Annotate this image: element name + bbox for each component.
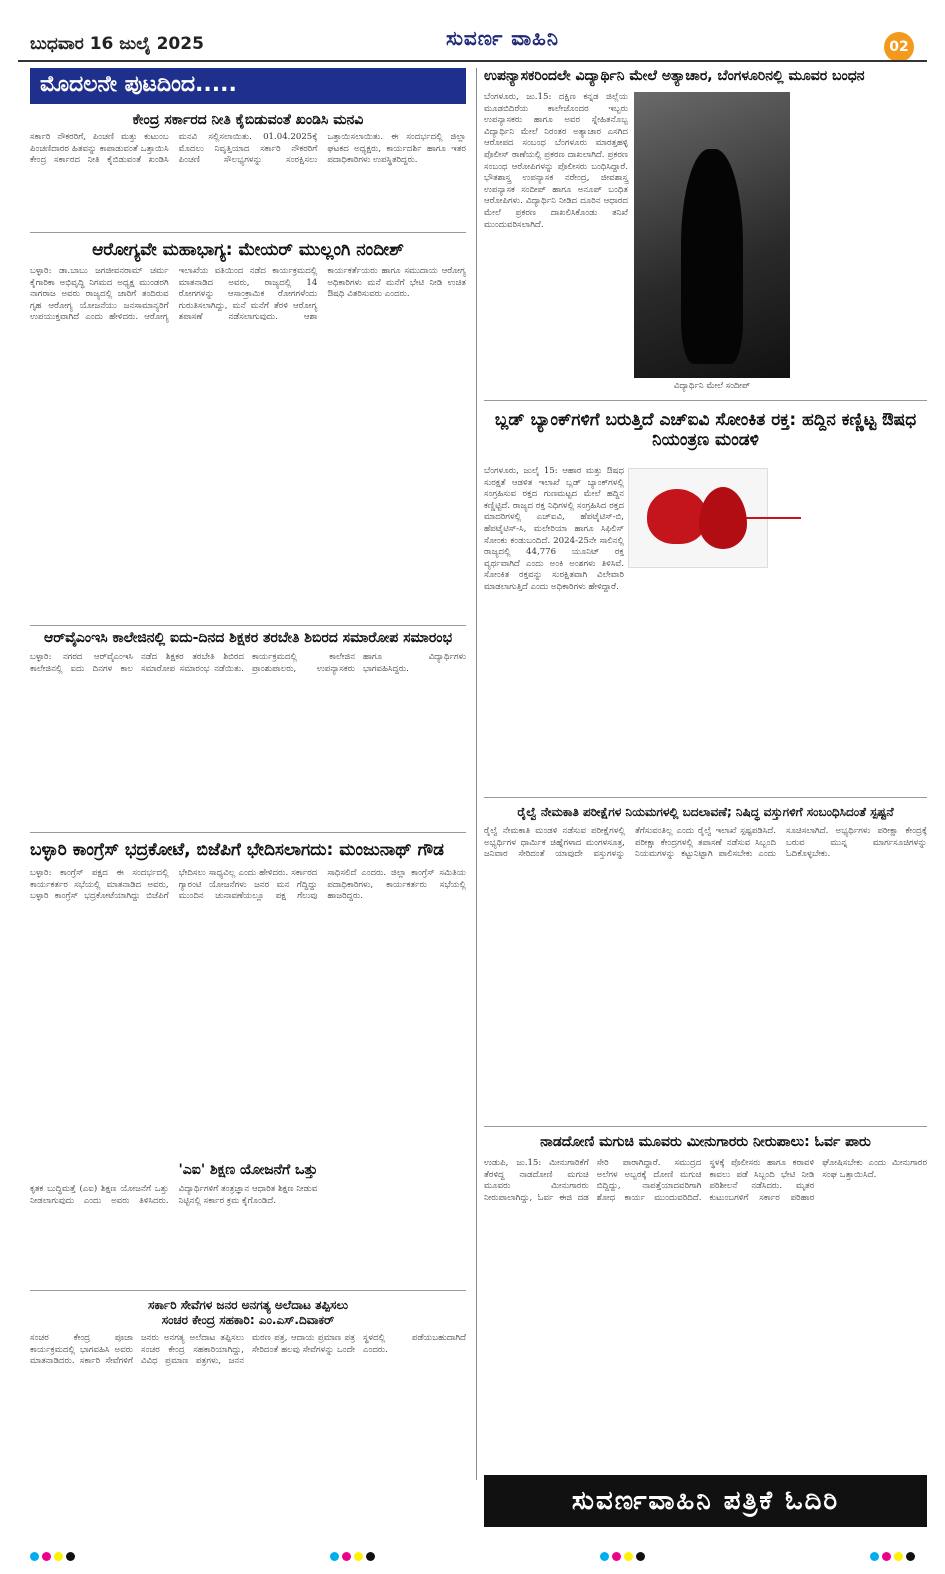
news-photo — [634, 92, 790, 378]
body-b1: ಬೆಂಗಳೂರು, ಜು.15: ದಕ್ಷಿಣ ಕನ್ನಡ ಜಿಲ್ಲೆಯ ಮೂಡಬಿದಿರೆಯ ಕಾಲೇಜೊಂದರ ಇಬ್ಬರು ಉಪನ್ಯಾಸಕರು ಹಾಗೂ ಅವರ ಸ್ನೇಹಿತನೊಬ್ಬ ವಿದ್ಯಾರ್ಥಿನಿ ಮೇಲೆ ನಿರಂತರ ಅತ್ಯಾಚಾರ ಎಸಗಿದ ಆರೋಪದ ಸಂಬಂಧ ಬೆಂಗಳೂರು ಮಾರತ್ತಹಳ್ಳಿ ಪೊಲೀಸ್ ಠಾಣೆಯಲ್ಲಿ ಪ್ರಕರಣ ದಾಖಲಾಗಿದೆ. ಪ್ರಕರಣ ಸಂಬಂಧ ಆರೋಪಿಗಳನ್ನು ಪೊಲೀಸರು ಬಂಧಿಸಿದ್ದಾರೆ. ಭೌತಶಾಸ್ತ್ರ ಉಪನ್ಯಾಸಕ ನರೇಂದ್ರ, ಜೀವಶಾಸ್ತ್ರ ಉಪನ್ಯಾಸಕ ಸಂದೀಪ್ ಹಾಗೂ ಅನೂಪ್ ಬಂಧಿತ ಆರೋಪಿಗಳು. ವಿದ್ಯಾರ್ಥಿನಿ ನೀಡಿದ ದೂರಿನ ಆಧಾರದ ಮೇಲೆ ಪ್ರಕರಣ ದಾಖಲಿಸಿಕೊಂಡು ತನಿಖೆ ಮುಂದುವರಿಸಲಾಗಿದೆ. — [484, 92, 628, 230]
headline-b4: ನಾಡದೋಣಿ ಮಗುಚಿ ಮೂವರು ಮೀನುಗಾರರು ನೀರುಪಾಲು: ಓರ್ವ ಪಾರು — [540, 1134, 871, 1150]
body-a4: ಬಳ್ಳಾರಿ: ಕಾಂಗ್ರೆಸ್ ಪಕ್ಷದ ಈ ಸಂದರ್ಭದಲ್ಲಿ ಕಾರ್ಯಕರ್ತರ ಸಭೆಯಲ್ಲಿ ಮಾತನಾಡಿದ ಅವರು, ಬಳ್ಳಾರಿ ಕಾಂಗ್ರೆಸ್ ಭದ್ರಕೋಟೆಯಾಗಿದ್ದು ಬಿಜೆಪಿಗೆ ಭೇದಿಸಲು ಸಾಧ್ಯವಿಲ್ಲ ಎಂದು ಹೇಳಿದರು. ಸರ್ಕಾರದ ಗ್ಯಾರಂಟಿ ಯೋಜನೆಗಳು ಜನರ ಮನ ಗೆದ್ದಿದ್ದು ಮುಂದಿನ ಚುನಾವಣೆಯಲ್ಲೂ ಪಕ್ಷ ಗೆಲುವು ಸಾಧಿಸಲಿದೆ ಎಂದರು. ಜಿಲ್ಲಾ ಕಾಂಗ್ರೆಸ್ ಸಮಿತಿಯ ಪದಾಧಿಕಾರಿಗಳು, ಕಾರ್ಯಕರ್ತರು ಸಭೆಯಲ್ಲಿ ಹಾಜರಿದ್ದರು. — [30, 868, 466, 902]
divider — [30, 832, 466, 833]
article-a3 — [30, 630, 466, 830]
registration-marks — [30, 1552, 75, 1566]
column-separator — [476, 68, 477, 1480]
article-a1 — [30, 112, 466, 222]
yellow-dot-icon — [354, 1552, 363, 1561]
heart-icon — [647, 489, 707, 544]
blood-drop-icon — [699, 487, 747, 549]
magenta-dot-icon — [612, 1552, 621, 1561]
subhead-a6: ಸಂಚರ ಕೇಂದ್ರ ಸಹಕಾರಿ: ಎಂ.ಎಸ್.ದಿವಾಕರ್ — [161, 1313, 335, 1327]
brand-name: ಸುವರ್ಣ ವಾಹಿನಿ — [445, 26, 560, 50]
body-b1-continued — [798, 92, 927, 388]
registration-marks — [330, 1552, 375, 1566]
yellow-dot-icon — [624, 1552, 633, 1561]
registration-marks — [600, 1552, 645, 1566]
cyan-dot-icon — [600, 1552, 609, 1561]
masthead — [0, 0, 945, 64]
article-a2 — [30, 240, 466, 620]
headline-a5: 'ಎಐ' ಶಿಕ್ಷಣ ಯೋಜನೆಗೆ ಒತ್ತು — [178, 1162, 318, 1178]
divider — [484, 400, 927, 401]
divider — [30, 625, 466, 626]
divider — [30, 232, 466, 233]
black-dot-icon — [636, 1552, 645, 1561]
body-b2: ಬೆಂಗಳೂರು, ಜುಲೈ 15: ಆಹಾರ ಮತ್ತು ಔಷಧ ಸುರಕ್ಷತೆ ಆಡಳಿತ ಇಲಾಖೆ ಬ್ಲಡ್ ಬ್ಯಾಂಕ್‌ಗಳಲ್ಲಿ ಸಂಗ್ರಹಿಸುವ ರಕ್ತದ ಗುಣಮಟ್ಟದ ಮೇಲೆ ಹದ್ದಿನ ಕಣ್ಣಿಟ್ಟಿದೆ. ರಾಜ್ಯದ ರಕ್ತ ನಿಧಿಗಳಲ್ಲಿ ಸಂಗ್ರಹಿಸಿದ ರಕ್ತದ ಮಾದರಿಗಳಲ್ಲಿ ಎಚ್‌ಐವಿ, ಹೆಪಟೈಟಿಸ್-ಬಿ, ಹೆಪಟೈಟಿಸ್-ಸಿ, ಮಲೇರಿಯಾ ಹಾಗೂ ಸಿಫಿಲಿಸ್ ಸೋಂಕು ಕಂಡುಬಂದಿದೆ. 2024-25ನೇ ಸಾಲಿನಲ್ಲಿ ರಾಜ್ಯದಲ್ಲಿ 44,776 ಯೂನಿಟ್ ರಕ್ತ ವ್ಯರ್ಥವಾಗಿದೆ ಎಂದು ಅಂಕಿ ಅಂಶಗಳು ತಿಳಿಸಿವೆ. ಸೋಂಕಿತ ರಕ್ತವನ್ನು ಸುರಕ್ಷಿತವಾಗಿ ವಿಲೇವಾರಿ ಮಾಡಲಾಗುತ್ತಿದೆ ಎಂದು ಅಧಿಕಾರಿಗಳು ಹೇಳಿದ್ದಾರೆ. — [484, 466, 624, 592]
photo-caption: ವಿದ್ಯಾರ್ಥಿನಿ ಮೇಲೆ ಸಂದೀಪ್ — [673, 381, 751, 391]
headline-b1: ಉಪನ್ಯಾಸಕರಿಂದಲೇ ವಿದ್ಯಾರ್ಥಿನಿ ಮೇಲೆ ಅತ್ಯಾಚಾರ, ಬೆಂಗಳೂರಿನಲ್ಲಿ ಮೂವರ ಬಂಧನ — [484, 68, 865, 84]
cyan-dot-icon — [330, 1552, 339, 1561]
magenta-dot-icon — [882, 1552, 891, 1561]
headline-a4: ಬಳ್ಳಾರಿ ಕಾಂಗ್ರೆಸ್ ಭದ್ರಕೋಟೆ, ಬಿಜೆಪಿಗೆ ಭೇದಿಸಲಾಗದು: ಮಂಜುನಾಥ್ ಗೌಡ — [30, 840, 445, 860]
black-dot-icon — [366, 1552, 375, 1561]
article-a6 — [30, 1298, 466, 1480]
article-b3 — [484, 805, 927, 1123]
article-a4 — [30, 840, 466, 1158]
black-dot-icon — [66, 1552, 75, 1561]
magenta-dot-icon — [42, 1552, 51, 1561]
headline-a3: ಆರ್‌ವೈಎಂಇಸಿ ಕಾಲೇಜಿನಲ್ಲಿ ಐದು-ದಿನದ ಶಿಕ್ಷಕರ ತರಬೇತಿ ಶಿಬಿರದ ಸಮಾರೋಪ ಸಮಾರಂಭ — [43, 630, 452, 646]
body-a5: ಕೃತಕ ಬುದ್ಧಿಮತ್ತೆ (ಎಐ) ಶಿಕ್ಷಣ ಯೋಜನೆಗೆ ಒತ್ತು ನೀಡಲಾಗುವುದು ಎಂದು ಅವರು ತಿಳಿಸಿದರು. ವಿದ್ಯಾರ್ಥಿಗಳಿಗೆ ತಂತ್ರಜ್ಞಾನ ಆಧಾರಿತ ಶಿಕ್ಷಣ ನೀಡುವ ನಿಟ್ಟಿನಲ್ಲಿ ಸರ್ಕಾರ ಕ್ರಮ ಕೈಗೊಂಡಿದೆ. — [30, 1184, 318, 1206]
blood-bank-image — [628, 468, 768, 568]
cyan-dot-icon — [870, 1552, 879, 1561]
brand-logo — [395, 26, 610, 56]
page-number-badge: 02 — [884, 32, 914, 62]
divider — [484, 1126, 927, 1127]
person-silhouette — [681, 149, 743, 364]
body-a2: ಬಳ್ಳಾರಿ: ಡಾ.ಬಾಬು ಜಗಜೀವನರಾಮ್ ಚರ್ಮ ಕೈಗಾರಿಕಾ ಅಭಿವೃದ್ಧಿ ನಿಗಮದ ಅಧ್ಯಕ್ಷ ಮುಂಡರಗಿ ನಾಗರಾಜ ಅವರು ರಾಜ್ಯದಲ್ಲಿ ಜಾರಿಗೆ ತಂದಿರುವ ಗೃಹ ಆರೋಗ್ಯ ಯೋಜನೆಯು ಜನಸಾಮಾನ್ಯರಿಗೆ ಉಪಯುಕ್ತವಾಗಿದೆ ಎಂದು ಹೇಳಿದರು. ಆರೋಗ್ಯ ಇಲಾಖೆಯ ವತಿಯಿಂದ ನಡೆದ ಕಾರ್ಯಕ್ರಮದಲ್ಲಿ ಮಾತನಾಡಿದ ಅವರು, ರಾಜ್ಯದಲ್ಲಿ 14 ರೋಗಗಳನ್ನು ಆಸಾಂಕ್ರಾಮಿಕ ರೋಗಗಳೆಂದು ಗುರುತಿಸಲಾಗಿದ್ದು, ಮನೆ ಮನೆಗೆ ತೆರಳಿ ಆರೋಗ್ಯ ತಪಾಸಣೆ ನಡೆಸಲಾಗುವುದು. ಆಶಾ ಕಾರ್ಯಕರ್ತೆಯರು ಹಾಗೂ ಸಮುದಾಯ ಆರೋಗ್ಯ ಅಧಿಕಾರಿಗಳು ಮನೆ ಮನೆಗೆ ಭೇಟಿ ನೀಡಿ ಉಚಿತ ಔಷಧಿ ವಿತರಿಸುವರು ಎಂದರು. — [30, 266, 466, 323]
divider — [484, 797, 927, 798]
yellow-dot-icon — [894, 1552, 903, 1561]
yellow-dot-icon — [54, 1552, 63, 1561]
body-b3: ರೈಲ್ವೆ ನೇಮಕಾತಿ ಮಂಡಳಿ ನಡೆಸುವ ಪರೀಕ್ಷೆಗಳಲ್ಲಿ ಅಭ್ಯರ್ಥಿಗಳ ಧಾರ್ಮಿಕ ಚಿಹ್ನೆಗಳಾದ ಮಂಗಳಸೂತ್ರ, ಜನಿವಾರ ಸೇರಿದಂತೆ ಯಾವುದೇ ವಸ್ತುಗಳನ್ನು ತೆಗೆಸುವಂತಿಲ್ಲ ಎಂದು ರೈಲ್ವೆ ಇಲಾಖೆ ಸ್ಪಷ್ಟಪಡಿಸಿದೆ. ಪರೀಕ್ಷಾ ಕೇಂದ್ರಗಳಲ್ಲಿ ತಪಾಸಣೆ ನಡೆಸುವ ಸಿಬ್ಬಂದಿ ನಿಯಮಗಳನ್ನು ಕಟ್ಟುನಿಟ್ಟಾಗಿ ಪಾಲಿಸಬೇಕು ಎಂದು ಸೂಚಿಸಲಾಗಿದೆ. ಅಭ್ಯರ್ಥಿಗಳು ಪರೀಕ್ಷಾ ಕೇಂದ್ರಕ್ಕೆ ಬರುವ ಮುನ್ನ ಮಾರ್ಗಸೂಚಿಗಳನ್ನು ಓದಿಕೊಳ್ಳಬೇಕು. — [484, 826, 927, 860]
masthead-divider — [18, 60, 927, 62]
headline-b2: ಬ್ಲಡ್ ಬ್ಯಾಂಕ್‌ಗಳಿಗೆ ಬರುತ್ತಿದೆ ಎಚ್‌ಐವಿ ಸೋಂಕಿತ ರಕ್ತ: ಹದ್ದಿನ ಕಣ್ಣಿಟ್ಟ ಔಷಧ ನಿಯಂತ್ರಣ ಮಂಡಳಿ — [494, 410, 917, 450]
cyan-dot-icon — [30, 1552, 39, 1561]
magenta-dot-icon — [342, 1552, 351, 1561]
black-dot-icon — [906, 1552, 915, 1561]
registration-marks — [870, 1552, 915, 1566]
headline-a6: ಸರ್ಕಾರಿ ಸೇವೆಗಳ ಜನರ ಅನಗತ್ಯ ಅಲೆದಾಟ ತಪ್ಪಿಸಲು — [147, 1298, 349, 1312]
headline-a2: ಆರೋಗ್ಯವೇ ಮಹಾಭಾಗ್ಯ: ಮೇಯರ್ ಮುಲ್ಲಂಗಿ ನಂದೀಶ್ — [92, 240, 404, 260]
promo-banner: ಸುವರ್ಣವಾಹಿನಿ ಪತ್ರಿಕೆ ಓದಿರಿ — [484, 1475, 927, 1527]
body-a3: ಬಳ್ಳಾರಿ: ನಗರದ ಆರ್‌ವೈಎಂಇಸಿ ಕಾಲೇಜಿನಲ್ಲಿ ಐದು ದಿನಗಳ ಕಾಲ ನಡೆದ ಶಿಕ್ಷಕರ ತರಬೇತಿ ಶಿಬಿರದ ಸಮಾರೋಪ ಸಮಾರಂಭ ನಡೆಯಿತು. ಕಾರ್ಯಕ್ರಮದಲ್ಲಿ ಕಾಲೇಜಿನ ಪ್ರಾಂಶುಪಾಲರು, ಉಪನ್ಯಾಸಕರು ಹಾಗೂ ವಿದ್ಯಾರ್ಥಿಗಳು ಭಾಗವಹಿಸಿದ್ದರು. — [30, 652, 466, 674]
article-b4 — [484, 1134, 927, 1469]
headline-a1: ಕೇಂದ್ರ ಸರ್ಕಾರದ ನೀತಿ ಕೈಬಿಡುವಂತೆ ಖಂಡಿಸಿ ಮನವಿ — [132, 112, 364, 128]
body-b4: ಉಡುಪಿ, ಜು.15: ಮೀನುಗಾರಿಕೆಗೆ ತೆರಳಿದ್ದ ನಾಡದೋಣಿ ಮಗುಚಿ ಮೂವರು ಮೀನುಗಾರರು ನೀರುಪಾಲಾಗಿದ್ದು, ಓರ್ವ ಈಜಿ ದಡ ಸೇರಿ ಪಾರಾಗಿದ್ದಾರೆ. ಸಮುದ್ರದ ಅಲೆಗಳ ಅಬ್ಬರಕ್ಕೆ ದೋಣಿ ಮಗುಚಿ ಬಿದ್ದಿದ್ದು, ನಾಪತ್ತೆಯಾದವರಿಗಾಗಿ ಶೋಧ ಕಾರ್ಯ ಮುಂದುವರಿದಿದೆ. ಸ್ಥಳಕ್ಕೆ ಪೊಲೀಸರು ಹಾಗೂ ಕರಾವಳಿ ಕಾವಲು ಪಡೆ ಸಿಬ್ಬಂದಿ ಭೇಟಿ ನೀಡಿ ಪರಿಶೀಲನೆ ನಡೆಸಿದರು. ಮೃತರ ಕುಟುಂಬಗಳಿಗೆ ಸರ್ಕಾರ ಪರಿಹಾರ ಘೋಷಿಸಬೇಕು ಎಂದು ಮೀನುಗಾರರ ಸಂಘ ಒತ್ತಾಯಿಸಿದೆ. — [484, 1158, 927, 1203]
issue-date: ಬುಧವಾರ 16 ಜುಲೈ 2025 — [30, 34, 204, 54]
section-banner: ಮೊದಲನೇ ಪುಟದಿಂದ..... — [30, 68, 466, 104]
headline-b3: ರೈಲ್ವೆ ನೇಮಕಾತಿ ಪರೀಕ್ಷೆಗಳ ನಿಯಮಗಳಲ್ಲಿ ಬದಲಾವಣೆ; ನಿಷಿದ್ಧ ವಸ್ತುಗಳಿಗೆ ಸಂಬಂಧಿಸಿದಂತೆ ಸ್ಪಷ್ಟನೆ — [517, 805, 894, 819]
body-a1: ಸರ್ಕಾರಿ ನೌಕರರಿಗೆ, ಪಿಂಚಣಿ ಮತ್ತು ಕುಟುಂಬ ಪಿಂಚಣಿದಾರರ ಹಿತವನ್ನು ಕಾಪಾಡುವಂತೆ ಒತ್ತಾಯಿಸಿ ಕೇಂದ್ರ ಸರ್ಕಾರದ ನೀತಿ ಕೈಬಿಡುವಂತೆ ಖಂಡಿಸಿ ಮನವಿ ಸಲ್ಲಿಸಲಾಯಿತು. 01.04.2025ಕ್ಕೆ ಮೊದಲು ನಿವೃತ್ತಿಯಾದ ಸರ್ಕಾರಿ ನೌಕರರಿಗೆ ಪಿಂಚಣಿ ಸೌಲಭ್ಯಗಳನ್ನು ಸಂರಕ್ಷಿಸಲು ಒತ್ತಾಯಿಸಲಾಯಿತು. ಈ ಸಂದರ್ಭದಲ್ಲಿ ಜಿಲ್ಲಾ ಘಟಕದ ಅಧ್ಯಕ್ಷರು, ಕಾರ್ಯದರ್ಶಿ ಹಾಗೂ ಇತರ ಪದಾಧಿಕಾರಿಗಳು ಉಪಸ್ಥಿತರಿದ್ದರು. — [30, 132, 466, 166]
divider — [30, 1290, 466, 1291]
article-a5 — [30, 1162, 466, 1287]
body-a6: ಸಂಚರ ಕೇಂದ್ರ ಪೂಜಾ ಕಾರ್ಯಕ್ರಮದಲ್ಲಿ ಭಾಗವಹಿಸಿ ಅವರು ಮಾತನಾಡಿದರು. ಸರ್ಕಾರಿ ಸೇವೆಗಳಿಗೆ ಜನರು ಅನಗತ್ಯ ಅಲೆದಾಟ ತಪ್ಪಿಸಲು ಸಂಚರ ಕೇಂದ್ರ ಸಹಕಾರಿಯಾಗಿದ್ದು, ವಿವಿಧ ಪ್ರಮಾಣ ಪತ್ರಗಳು, ಜನನ ಮರಣ ಪತ್ರ, ಆದಾಯ ಪ್ರಮಾಣ ಪತ್ರ ಸೇರಿದಂತೆ ಹಲವು ಸೇವೆಗಳನ್ನು ಒಂದೇ ಸ್ಥಳದಲ್ಲಿ ಪಡೆಯಬಹುದಾಗಿದೆ ಎಂದರು. — [30, 1333, 466, 1367]
